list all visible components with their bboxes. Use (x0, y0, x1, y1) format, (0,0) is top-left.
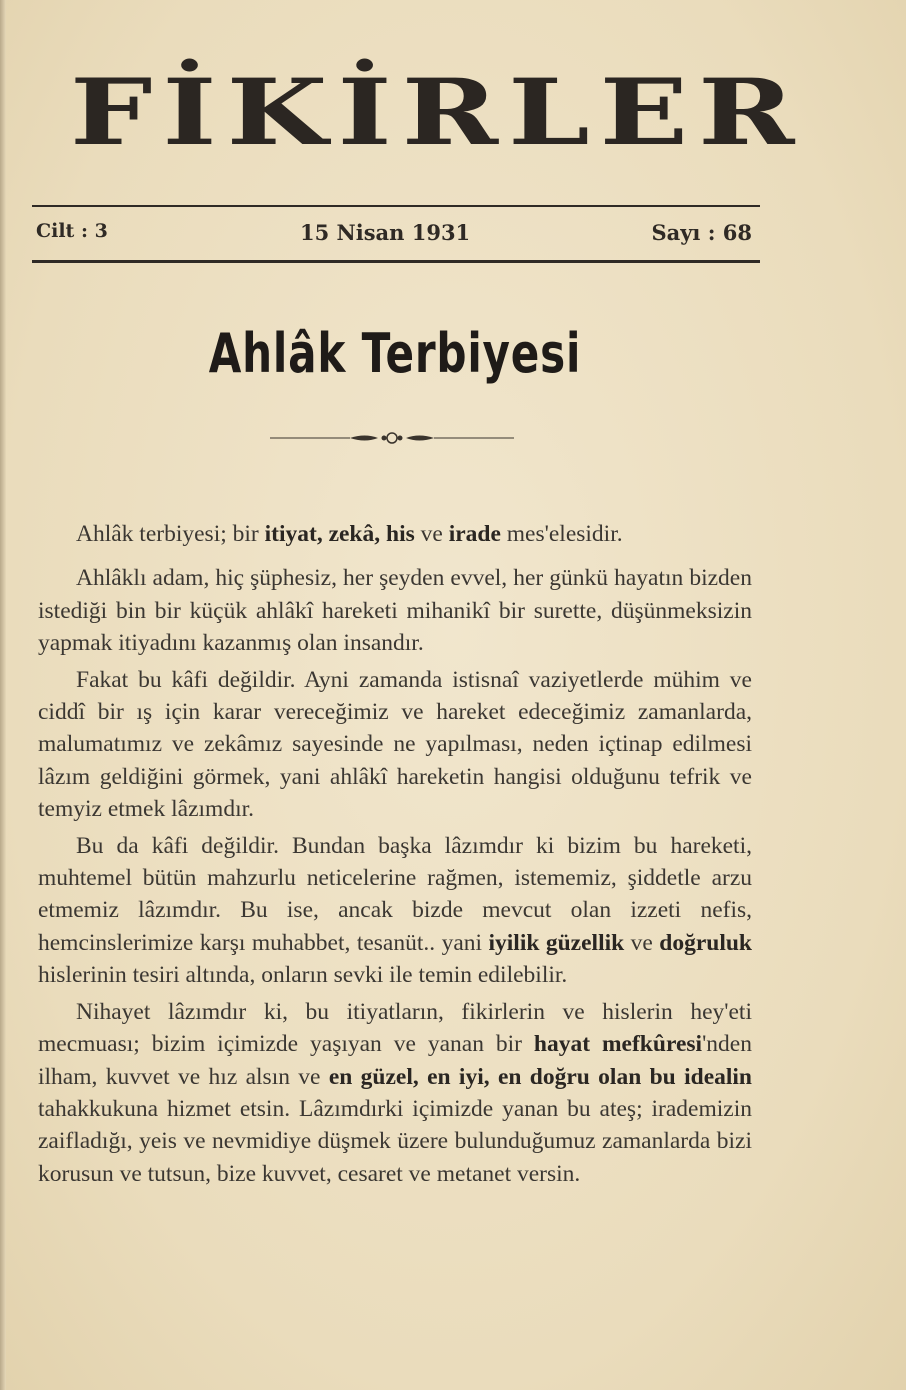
paragraph-2: Ahlâklı adam, hiç şüphesiz, her şeyden evvel, her günkü hayatın bizden istediği bin bir küçük ahlâkî hareketi mihanikî bir surette, düşünmeksizin yapmak itiyadını kazanmış olan insandır. (38, 565, 752, 657)
emphasis: iyilik güzellik (488, 929, 625, 956)
masthead-rule-top (32, 205, 760, 207)
issue-number: Sayı : 68 (651, 220, 752, 245)
volume-label: Cilt : 3 (36, 220, 108, 242)
emphasis: doğruluk (659, 929, 753, 956)
issue-info (36, 218, 752, 250)
masthead-title: FİKİRLER (70, 59, 805, 166)
article-body (38, 518, 752, 1190)
paragraph-3: Fakat bu kâfi değildir. Ayni zamanda istisnaî vaziyetlerde mühim ve ciddî bir ış için karar vereceğimiz ve hareket edeceğimiz zamanlarda, malumatımız ve zekâmız sayesinde ne yapılması, neden içtinap edilmesi lâzım geldiğini görmek, yani ahlâkî hareketin hangisi olduğunu tefrik ve temyiz etmek lâzımdır. (38, 666, 752, 823)
emphasis: en güzel, en iyi, en doğru olan bu idealin (328, 1063, 752, 1090)
emphasis: irade (448, 521, 501, 547)
issue-date: 15 Nisan 1931 (300, 220, 471, 245)
masthead-rule-bottom (32, 260, 760, 263)
paragraph-1: Ahlâk terbiyesi; bir itiyat, zekâ, his ve irade mes'elesidir. (76, 521, 623, 547)
article-title: Ahlâk Terbiyesi (208, 322, 582, 385)
page-edge (0, 0, 6, 1390)
ornament-divider-icon (270, 431, 514, 445)
paragraph-4: Bu da kâfi değildir. Bundan başka lâzımdır ki bizim bu hareketi, muhtemel bütün mahzurlu neticelerine rağmen, istememiz, şiddetle arzu etmemiz lâzımdır. Bu ise, ancak bizde mevcut olan izzeti nefis, hemcinslerimize karşı muhabbet, tesanüt.. yani iyilik güzellik ve doğruluk hislerinin tesiri altında, onların sevki ile temin edilebilir. (38, 832, 753, 989)
paragraph-5: Nihayet lâzımdır ki, bu itiyatların, fikirlerin ve hislerin hey'eti mecmuası; bizim içimizde yaşıyan ve yanan bir hayat mefkûresi'nden ilham, kuvvet ve hız alsın ve en güzel, en iyi, en doğru olan bu idealin tahakkukuna hizmet etsin. Lâzımdırki içimizde yanan bu ateş; irademizin zaifladığı, yeis ve nevmidiye düşmek üzere bulunduğumuz zamanlarda bizi korusun ve tutsun, bize kuvvet, cesaret ve metanet versin. (38, 998, 752, 1187)
emphasis: itiyat, zekâ, his (264, 521, 415, 547)
emphasis: hayat mefkûresi (533, 1031, 703, 1058)
